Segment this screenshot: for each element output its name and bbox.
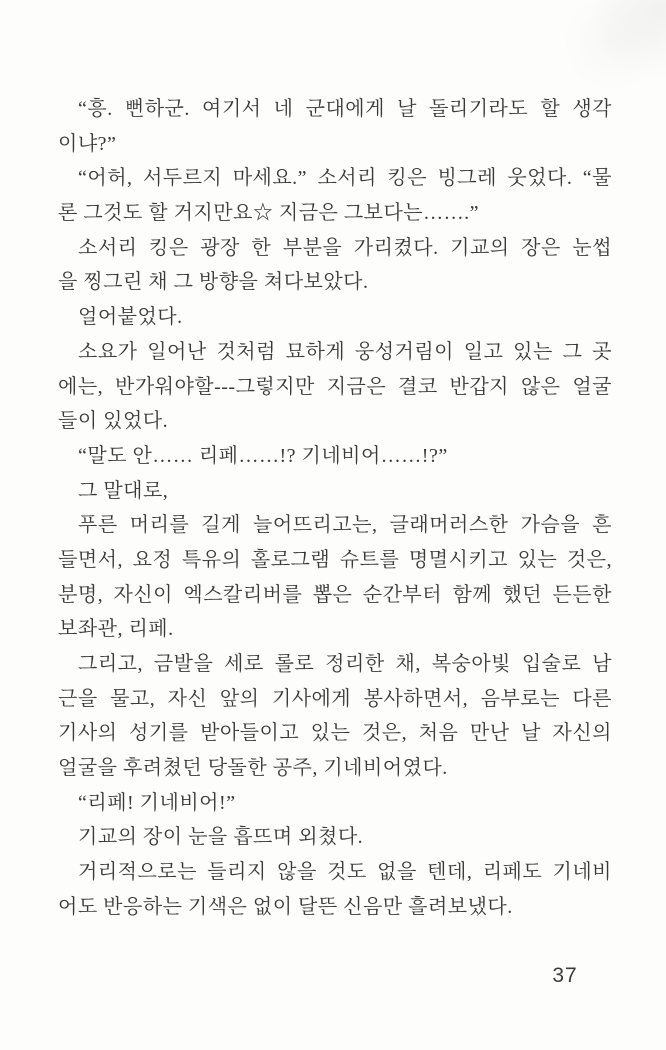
text-line: 론 그것도 할 거지만요☆ 지금은 그보다는…….” <box>58 202 479 225</box>
text-line: 어도 반응하는 기색은 없이 달뜬 신음만 흘려보냈다. <box>58 895 513 918</box>
text-line: 기사의 성기를 받아들이고 있는 것은, 처음 만난 날 자신의 <box>58 722 612 745</box>
text-line: “흥. 뻔하군. 여기서 네 군대에게 날 돌리기라도 할 생각 <box>78 98 612 120</box>
page-text <box>58 92 612 925</box>
page-number: 37 <box>552 964 578 987</box>
text-line: 얼어붙었다. <box>78 306 183 329</box>
text-line: “어허, 서두르지 마세요.” 소서리 킹은 빙그레 웃었다. “물 <box>78 167 612 190</box>
text-line: 그 말대로, <box>78 479 169 502</box>
text-line: 얼굴을 후려쳤던 당돌한 공주, 기네비어였다. <box>58 757 448 780</box>
text-line: 그리고, 금발을 세로 롤로 정리한 채, 복숭아빛 입술로 남 <box>78 653 612 675</box>
text-line: 소요가 일어난 것처럼 묘하게 웅성거림이 일고 있는 그 곳 <box>78 340 612 363</box>
text-line: 보좌관, 리페. <box>58 618 174 641</box>
text-line: “리페! 기네비어!” <box>78 791 236 814</box>
text-line: 거리적으로는 들리지 않을 것도 없을 텐데, 리페도 기네비 <box>78 861 612 884</box>
text-line: 소서리 킹은 광장 한 부분을 가리켰다. 기교의 장은 눈썹 <box>78 236 612 259</box>
text-line: 을 찡그린 채 그 방향을 쳐다보았다. <box>58 271 369 294</box>
text-line: 근을 물고, 자신 앞의 기사에게 봉사하면서, 음부로는 다른 <box>58 687 612 710</box>
text-line: 이냐?” <box>58 132 117 155</box>
text-line: 에는, 반가워야할---그렇지만 지금은 결코 반갑지 않은 얼굴 <box>58 375 612 398</box>
text-line: “말도 안…… 리페……!? 기네비어……!?” <box>78 444 448 467</box>
text-line: 들면서, 요정 특유의 홀로그램 슈트를 명멸시키고 있는 것은, <box>58 548 612 571</box>
text-line: 기교의 장이 눈을 흡뜨며 외쳤다. <box>78 826 364 849</box>
text-line: 분명, 자신이 엑스칼리버를 뽑은 순간부터 함께 했던 든든한 <box>58 583 612 606</box>
text-line: 푸른 머리를 길게 늘어뜨리고는, 글래머러스한 가슴을 흔 <box>78 514 612 537</box>
text-line: 들이 있었다. <box>58 410 169 433</box>
